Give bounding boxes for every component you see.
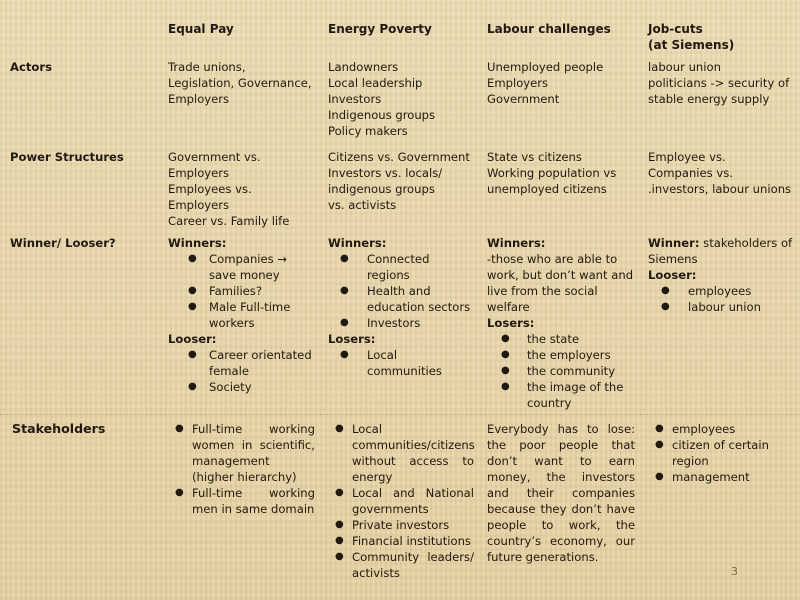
list-item: ● the image of the country <box>487 379 635 411</box>
list-item: ● Full-time working men in same domain <box>168 485 315 517</box>
row-label-stakeholders: Stakeholders <box>12 421 106 436</box>
losers-list <box>168 347 315 395</box>
comparison-table <box>0 12 800 581</box>
list-item: ● Career orientated female <box>168 347 315 379</box>
header-labour-challenges: Labour challenges <box>487 22 611 36</box>
losers-label: Looser: <box>168 332 217 346</box>
list-item: ● Community leaders/ activists <box>328 549 474 581</box>
list-item: ● the community <box>487 363 635 379</box>
list-item: ● employees <box>648 283 794 299</box>
header-equal-pay: Equal Pay <box>168 22 234 36</box>
stakeholder-list <box>168 421 315 517</box>
list-item: ● Male Full-time workers <box>168 299 315 331</box>
cell-actors-equal-pay: Trade unions, Legislation, Governance, Employers <box>168 60 312 106</box>
cell-winner-equal-pay <box>160 229 321 415</box>
list-item: ● the state <box>487 331 635 347</box>
winner-line <box>648 235 794 267</box>
stakeholder-list <box>328 421 474 581</box>
list-item: ● Financial institutions <box>328 533 474 549</box>
row-label-power: Power Structures <box>10 150 124 164</box>
cell-power-jobcuts: Employee vs. Companies vs. .investors, labour unions <box>648 150 792 196</box>
list-item: ● citizen of certain region <box>648 437 794 469</box>
list-item: ● Private investors <box>328 517 474 533</box>
winners-list <box>328 251 474 331</box>
winners-label: Winners: <box>487 236 546 250</box>
list-item: ● labour union <box>648 299 794 315</box>
losers-label: Losers: <box>328 332 376 346</box>
winner-text: stakeholders of Siemens <box>648 236 793 266</box>
cell-stakeholders-energy <box>321 415 480 581</box>
row-label-actors: Actors <box>10 60 52 74</box>
row-label-winner: Winner/ Looser? <box>10 236 116 250</box>
winners-list <box>168 251 315 331</box>
list-item: ● Local communities <box>328 347 474 379</box>
page-number: 3 <box>731 565 738 578</box>
winners-label: Winners: <box>328 236 387 250</box>
row-winner-looser <box>0 229 800 415</box>
list-item: ● Investors <box>328 315 474 331</box>
winner-label: Winner: <box>648 236 700 250</box>
cell-winner-jobcuts <box>641 229 800 415</box>
cell-actors-labour: Unemployed people Employers Government <box>487 60 604 106</box>
row-stakeholders <box>0 415 800 581</box>
losers-label: Losers: <box>487 316 535 330</box>
losers-label: Looser: <box>648 268 697 282</box>
losers-list <box>328 347 474 379</box>
header-job-cuts: Job-cuts (at Siemens) <box>648 22 735 52</box>
row-power-structures <box>0 143 800 229</box>
header-row <box>0 12 800 53</box>
list-item: ● Companies → save money <box>168 251 315 283</box>
cell-power-energy: Citizens vs. Government Investors vs. locals/ indigenous groups vs. activists <box>328 150 470 212</box>
list-item: ● Families? <box>168 283 315 299</box>
list-item: ● Connected regions <box>328 251 474 283</box>
list-item: ● Local and National governments <box>328 485 474 517</box>
cell-stakeholders-equal-pay <box>160 415 321 581</box>
corner-cell <box>0 12 160 53</box>
cell-actors-jobcuts: labour union politicians -> security of stable energy supply <box>648 60 790 106</box>
list-item: ● management <box>648 469 794 485</box>
cell-stakeholders-jobcuts <box>641 415 800 581</box>
losers-list <box>648 283 794 315</box>
header-energy-poverty: Energy Poverty <box>328 22 432 36</box>
row-actors <box>0 53 800 143</box>
list-item: ● Full-time working women in scientific, management (higher hierarchy) <box>168 421 315 485</box>
cell-winner-labour <box>480 229 641 415</box>
winners-label: Winners: <box>168 236 227 250</box>
winners-text: -those who are able to work, but don’t want and live from the social welfare <box>487 252 634 314</box>
cell-stakeholders-labour: Everybody has to lose: the poor people that don’t want to earn money, the investors and their companies because they don’t have people to work, the country’s economy, our future generations. <box>487 422 635 564</box>
list-item: ● the employers <box>487 347 635 363</box>
losers-list <box>487 331 635 411</box>
cell-power-equal-pay: Government vs. Employers Employees vs. Employers Career vs. Family life <box>168 150 290 228</box>
cell-power-labour: State vs citizens Working population vs unemployed citizens <box>487 150 617 196</box>
list-item: ● employees <box>648 421 794 437</box>
cell-actors-energy: Landowners Local leadership Investors Indigenous groups Policy makers <box>328 60 436 138</box>
cell-winner-energy <box>321 229 480 415</box>
list-item: ● Local communities/citizens without access to energy <box>328 421 474 485</box>
list-item: ● Health and education sectors <box>328 283 474 315</box>
stakeholder-list <box>648 421 794 485</box>
list-item: ● Society <box>168 379 315 395</box>
